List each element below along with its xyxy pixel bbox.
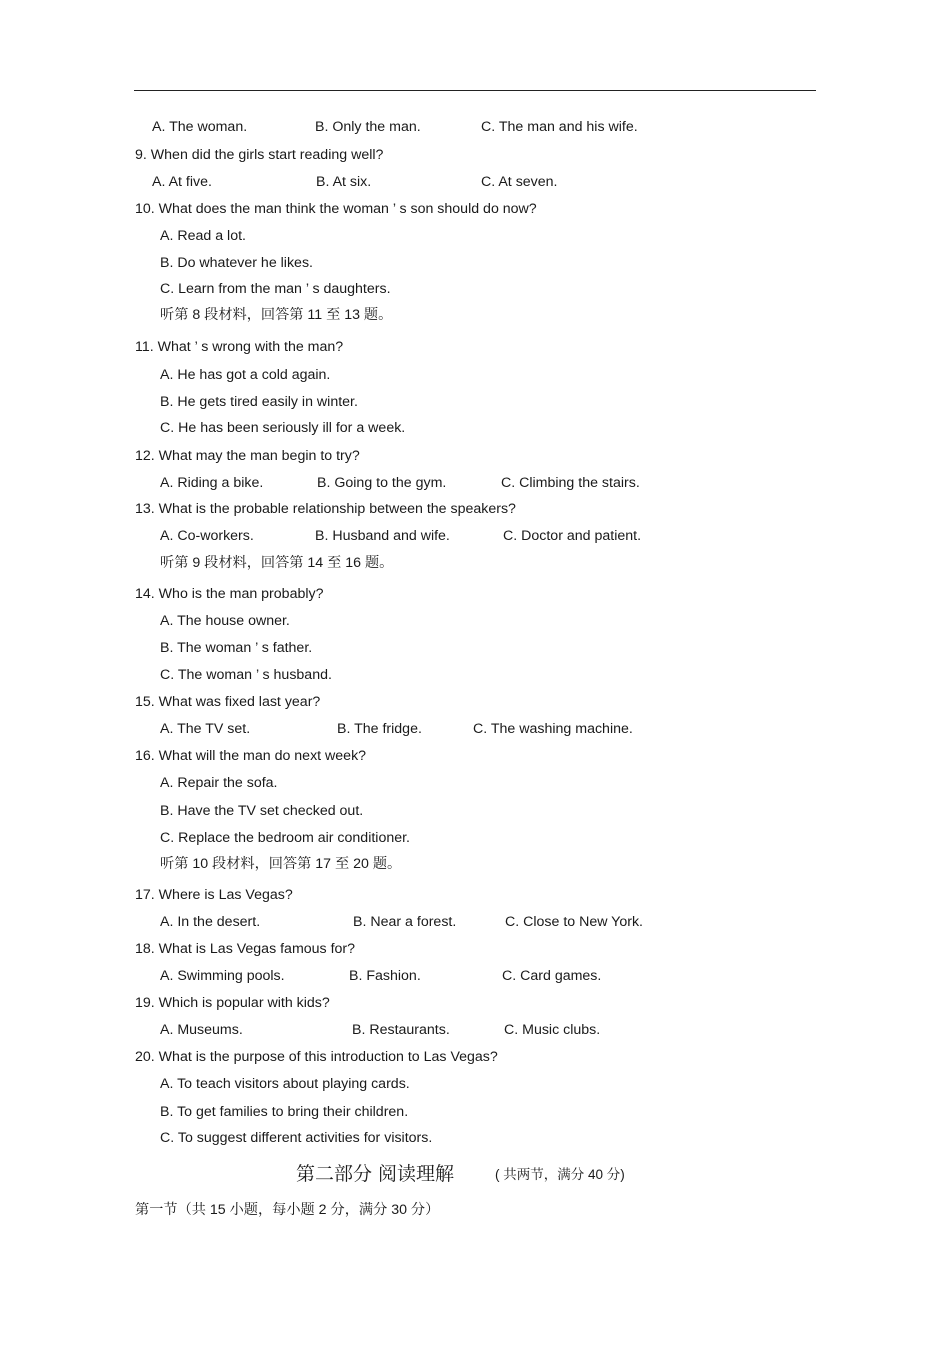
q12-option-a: A. Riding a bike. <box>160 475 264 491</box>
q17-option-c: C. Close to New York. <box>505 914 643 930</box>
q8-option-a: A. The woman. <box>152 119 248 135</box>
directions-section-10: 听第 10 段材料，回答第 17 至 20 题。 <box>160 856 402 872</box>
q16-option-a: A. Repair the sofa. <box>160 775 278 791</box>
q16-stem: 16. What will the man do next week? <box>135 748 367 764</box>
q10-stem: 10. What does the man think the woman ’ s son should do now? <box>135 201 537 217</box>
q13-stem: 13. What is the probable relationship between the speakers? <box>135 501 516 517</box>
q18-option-a: A. Swimming pools. <box>160 968 285 984</box>
q20-option-c: C. To suggest different activities for visitors. <box>160 1130 433 1146</box>
q17-option-a: A. In the desert. <box>160 914 261 930</box>
section1-heading: 第一节（共 15 小题，每小题 2 分，满分 30 分） <box>135 1202 440 1218</box>
q19-option-c: C. Music clubs. <box>504 1022 601 1038</box>
q20-option-b: B. To get families to bring their children. <box>160 1104 409 1120</box>
q19-option-b: B. Restaurants. <box>352 1022 450 1038</box>
q15-option-a: A. The TV set. <box>160 721 251 737</box>
q17-option-b: B. Near a forest. <box>353 914 457 930</box>
q13-option-c: C. Doctor and patient. <box>503 528 642 544</box>
q11-option-a: A. He has got a cold again. <box>160 367 331 383</box>
q13-option-a: A. Co-workers. <box>160 528 254 544</box>
q8-option-b: B. Only the man. <box>315 119 421 135</box>
q9-option-a: A. At five. <box>152 174 212 190</box>
q9-option-b: B. At six. <box>316 174 372 190</box>
q20-stem: 20. What is the purpose of this introduction to Las Vegas? <box>135 1049 498 1065</box>
q18-option-c: C. Card games. <box>502 968 602 984</box>
q11-option-c: C. He has been seriously ill for a week. <box>160 420 406 436</box>
q13-option-b: B. Husband and wife. <box>315 528 450 544</box>
q17-stem: 17. Where is Las Vegas? <box>135 887 293 903</box>
q12-option-c: C. Climbing the stairs. <box>501 475 640 491</box>
q10-option-a: A. Read a lot. <box>160 228 246 244</box>
q16-option-b: B. Have the TV set checked out. <box>160 803 364 819</box>
q11-option-b: B. He gets tired easily in winter. <box>160 394 358 410</box>
q14-option-c: C. The woman ’ s husband. <box>160 667 332 683</box>
q9-stem: 9. When did the girls start reading well? <box>135 147 384 163</box>
q12-option-b: B. Going to the gym. <box>317 475 447 491</box>
q10-option-c: C. Learn from the man ’ s daughters. <box>160 281 391 297</box>
part2-title: 第二部分 阅读理解 <box>296 1163 455 1185</box>
q11-stem: 11. What ’ s wrong with the man? <box>135 339 344 355</box>
q14-option-a: A. The house owner. <box>160 613 290 629</box>
part2-note: ( 共两节，满分 40 分) <box>495 1167 625 1182</box>
q18-option-b: B. Fashion. <box>349 968 421 984</box>
directions-section-9: 听第 9 段材料，回答第 14 至 16 题。 <box>160 555 394 571</box>
q15-option-b: B. The fridge. <box>337 721 422 737</box>
directions-section-8: 听第 8 段材料，回答第 11 至 13 题。 <box>160 307 393 323</box>
q15-option-c: C. The washing machine. <box>473 721 633 737</box>
q10-option-b: B. Do whatever he likes. <box>160 255 313 271</box>
q12-stem: 12. What may the man begin to try? <box>135 448 360 464</box>
header-rule <box>134 90 816 91</box>
q20-option-a: A. To teach visitors about playing cards. <box>160 1076 410 1092</box>
q9-option-c: C. At seven. <box>481 174 558 190</box>
q19-stem: 19. Which is popular with kids? <box>135 995 330 1011</box>
q8-option-c: C. The man and his wife. <box>481 119 638 135</box>
q18-stem: 18. What is Las Vegas famous for? <box>135 941 356 957</box>
q14-option-b: B. The woman ’ s father. <box>160 640 313 656</box>
q19-option-a: A. Museums. <box>160 1022 243 1038</box>
q14-stem: 14. Who is the man probably? <box>135 586 324 602</box>
q16-option-c: C. Replace the bedroom air conditioner. <box>160 830 410 846</box>
q15-stem: 15. What was fixed last year? <box>135 694 321 710</box>
